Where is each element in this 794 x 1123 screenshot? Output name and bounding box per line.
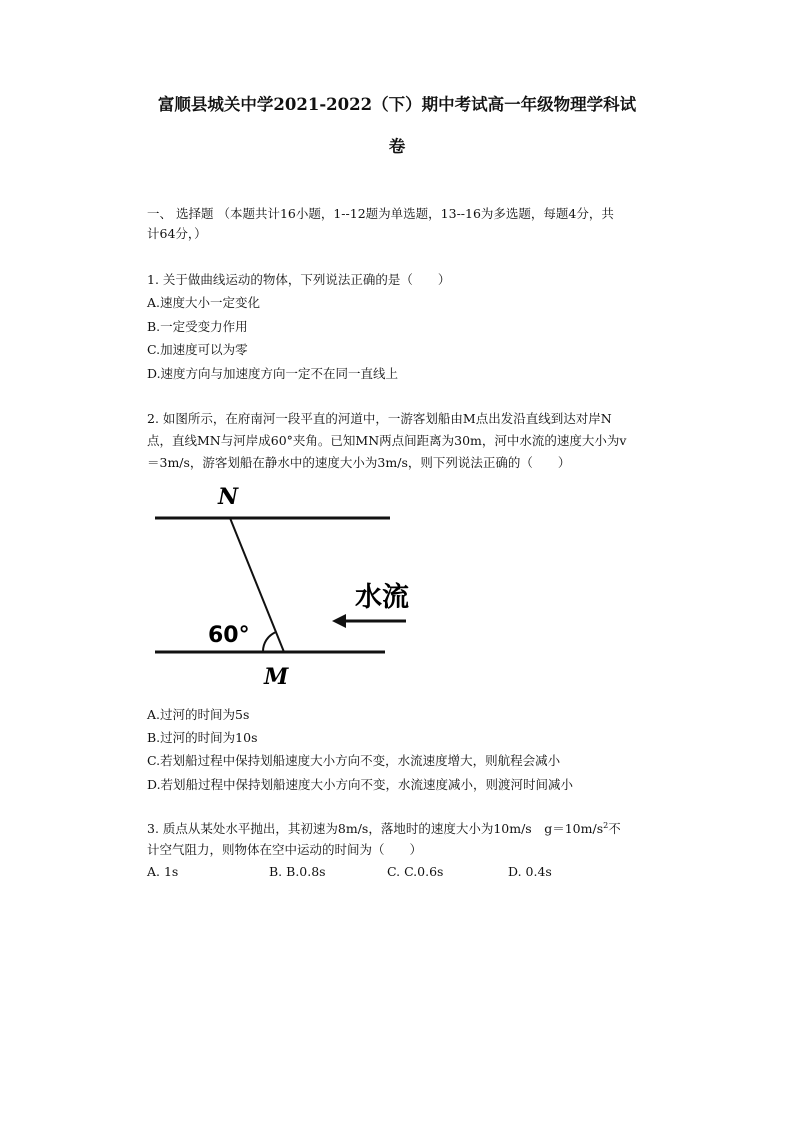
q1-option-c: C.加速度可以为零 [147,342,248,357]
label-n: N [218,484,239,510]
flow-label: 水流 [355,582,409,613]
q2-stem-line1: 2. 如图所示，在府南河一段平直的河道中，一游客划船由M点出发沿直线到达对岸N [147,411,612,426]
angle-label: 60° [208,623,250,648]
q2-option-c: C.若划船过程中保持划船速度大小方向不变，水流速度增大，则航程会减小 [147,753,561,768]
q2-option-a: A.过河的时间为5s [147,707,250,722]
q3-stem-exponent: 2 [603,820,609,830]
q1-option-b: B.一定受变力作用 [147,319,248,334]
q3-stem-line1-b: 不 [608,821,621,836]
section-heading-line2: 计64分，） [147,226,207,241]
q3-stem-line2: 计空气阻力，则物体在空中运动的时间为（ ） [147,842,423,857]
page-title-line1: 富顺县城关中学2021-2022（下）期中考试高一年级物理学科试 [157,95,637,114]
q3-option-c: C. C.0.6s [387,864,444,879]
q3-stem-line1 [147,819,621,837]
q2-stem-line2: 点，直线MN与河岸成60°夹角。已知MN两点间距离为30m，河中水流的速度大小为v [147,433,627,448]
q1-stem: 1. 关于做曲线运动的物体，下列说法正确的是（ ） [147,272,451,287]
label-m: M [264,664,289,690]
q1-option-a: A.速度大小一定变化 [147,295,261,310]
q2-option-d: D.若划船过程中保持划船速度大小方向不变，水流速度减小，则渡河时间减小 [147,777,574,792]
river-crossing-diagram [150,480,440,690]
q1-option-d: D.速度方向与加速度方向一定不在同一直线上 [147,366,399,381]
q3-option-d: D. 0.4s [508,864,552,879]
q2-stem-line3: ＝3m/s，游客划船在静水中的速度大小为3m/s，则下列说法正确的（ ） [147,455,571,470]
q2-option-b: B.过河的时间为10s [147,730,258,745]
flow-arrow-head [332,614,346,628]
page-title-line2: 卷 [388,137,406,156]
angle-arc [263,632,276,652]
q3-option-b: B. B.0.8s [269,864,326,879]
q3-stem-line1-a: 3. 质点从某处水平抛出，其初速为8m/s，落地时的速度大小为10m/s g＝10m/s [147,821,604,836]
section-heading-line1: 一、 选择题 （本题共计16小题，1--12题为单选题，13--16为多选题，每题4分，共 [147,206,614,221]
q3-option-a: A. 1s [147,864,179,879]
